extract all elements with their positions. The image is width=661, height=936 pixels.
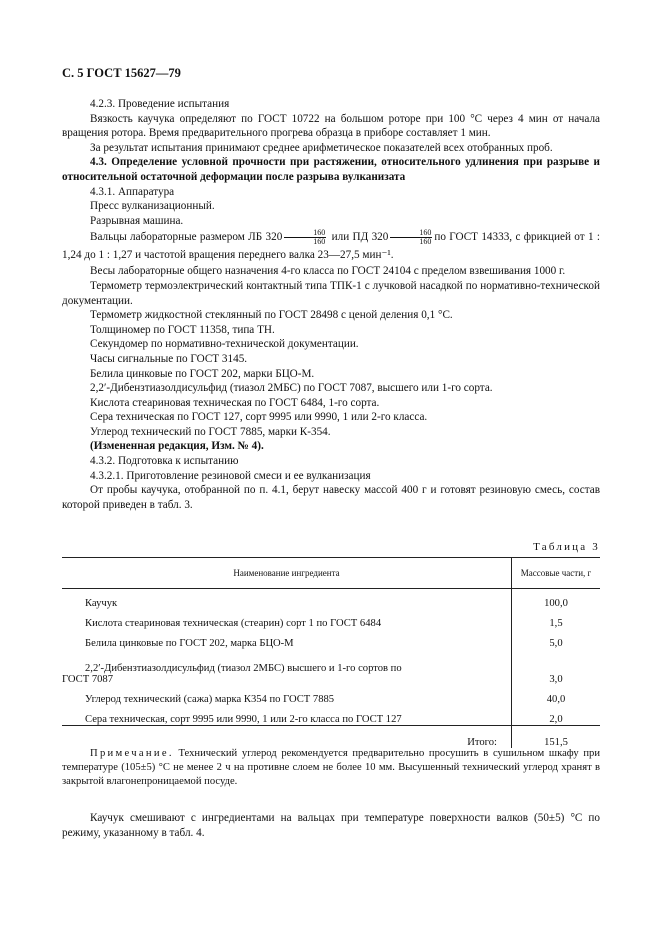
paragraph: 2,2′-Дибензтиазолдисульфид (тиазол 2МБС) по ГОСТ 7087, высшего или 1-го сорта. [90, 382, 493, 395]
paragraph: Часы сигнальные по ГОСТ 3145. [90, 352, 248, 365]
paragraph: Пресс вулканизационный. [90, 200, 215, 213]
paragraph: Секундомер по нормативно-технической документации. [90, 338, 359, 351]
note-text: Технический углерод рекомендуется предварительно просушить в сушильном шкафу при температуре (105±5) °С не менее 2 ч на противне слоем не более 10 мм. Высушенный технический углерод хранят в закрытой влагонепроницаемой посуде. [62, 748, 600, 787]
mass-value: 5,0 [512, 629, 601, 649]
page-header: С. 5 ГОСТ 15627—79 [62, 66, 181, 80]
table-row [62, 629, 600, 649]
table-row [62, 589, 600, 610]
paragraph: Вязкость каучука определяют по ГОСТ 10722 на большом роторе при 100 °С через 4 мин от начала вращения ротора. Время предварительного прогрева образца в приборе составляет 1 мин. [62, 112, 600, 140]
fraction-numerator: 160 [390, 229, 432, 238]
ingredients-table [62, 557, 600, 748]
paragraph: Белила цинковые по ГОСТ 202, марки БЦО-М. [90, 367, 315, 380]
paragraph: Углерод технический по ГОСТ 7885, марки К-354. [90, 425, 331, 438]
note-label: Примечание. [90, 748, 174, 759]
paragraph: Сера техническая по ГОСТ 127, сорт 9995 или 9990, 1 или 2-го класса. [90, 411, 428, 424]
paragraph: Разрывная машина. [90, 214, 184, 227]
final-text: Каучук смешивают с ингредиентами на вальцах при температуре поверхности валков (50±5) °С по режиму, указанному в табл. 4. [62, 812, 600, 839]
mass-value: 3,0 [512, 649, 601, 685]
paragraph: Толщиномер по ГОСТ 11358, типа ТН. [90, 323, 275, 336]
text-span: или ПД 320 [331, 231, 389, 244]
column-header-ingredient: Наименование ингредиента [62, 558, 512, 589]
paragraph: За результат испытания принимают среднее арифметическое показателей всех отобранных проб. [90, 141, 553, 154]
table-row [62, 649, 600, 685]
body-text [62, 97, 600, 512]
section-heading-4-3-2-1: 4.3.2.1. Приготовление резиновой смеси и ее вулканизация [90, 469, 371, 482]
ingredient-name: Углерод технический (сажа) марка К354 по ГОСТ 7885 [85, 694, 335, 705]
ingredient-name: Сера техническая, сорт 9995 или 9990, 1 или 2-го класса по ГОСТ 127 [85, 714, 402, 725]
section-heading-4-2-3: 4.2.3. Проведение испытания [90, 98, 230, 110]
paragraph: Кислота стеариновая техническая по ГОСТ 6484, 1-го сорта. [90, 396, 380, 409]
table-row [62, 685, 600, 705]
total-label: Итого: [62, 726, 512, 749]
fraction [284, 229, 326, 246]
final-paragraph [62, 811, 600, 840]
total-value: 151,5 [512, 726, 601, 749]
fraction [390, 229, 432, 246]
text-span: Вальцы лабораторные размером ЛБ 320 [90, 231, 283, 244]
paragraph: Весы лабораторные общего назначения 4-го класса по ГОСТ 24104 с пределом взвешивания 1000 г. [90, 265, 566, 278]
ingredient-name: Белила цинковые по ГОСТ 202, марка БЦО-М [85, 638, 294, 649]
table-title: Таблица 3 [533, 541, 600, 553]
column-header-mass: Массовые части, г [512, 558, 601, 589]
mass-value: 2,0 [512, 705, 601, 726]
text-span: по ГОСТ 14333, с фрикцией от 1 : 1,24 до 1 : 1,27 и частотой вращения переднего валка 23—27,5 мин⁻¹. [62, 231, 600, 262]
fraction-denominator: 160 [419, 237, 432, 247]
mass-value: 1,5 [512, 609, 601, 629]
section-heading-4-3-2: 4.3.2. Подготовка к испытанию [90, 455, 239, 468]
paragraph: Термометр термоэлектрический контактный типа ТПК-1 с лучковой насадкой по нормативно-технической документации. [62, 279, 600, 307]
ingredient-name: Каучук [85, 598, 118, 609]
paragraph: От пробы каучука, отобранной по п. 4.1, берут навеску массой 400 г и готовят резиновую смесь, состав которой приведен в табл. 3. [62, 484, 600, 511]
fraction-numerator: 160 [284, 229, 326, 238]
ingredient-name-line2: ГОСТ 7087 [62, 674, 114, 685]
section-heading-4-3: 4.3. Определение условной прочности при растяжении, относительного удлинения при разрыве и относительной остаточной деформации после разрыва вулканизата [62, 156, 600, 183]
mass-value: 100,0 [512, 589, 601, 610]
table-note [62, 747, 600, 789]
table-row [62, 609, 600, 629]
table-header-row [62, 558, 600, 589]
mass-value: 40,0 [512, 685, 601, 705]
table-total-row [62, 726, 600, 749]
paragraph: Термометр жидкостной стеклянный по ГОСТ 28498 с ценой деления 0,1 °С. [90, 309, 453, 322]
section-heading-4-3-1: 4.3.1. Аппаратура [90, 185, 175, 198]
fraction-denominator: 160 [313, 237, 326, 247]
paragraph-rollers [62, 228, 600, 264]
ingredient-name: Кислота стеариновая техническая (стеарин) сорт 1 по ГОСТ 6484 [85, 618, 382, 629]
table-row [62, 705, 600, 726]
amendment-note: (Измененная редакция, Изм. № 4). [90, 440, 264, 453]
ingredient-name [62, 649, 512, 685]
ingredient-name-line1: 2,2′-Дибензтиазолдисульфид (тиазол 2МБС) высшего и 1-го сортов по [85, 663, 402, 674]
